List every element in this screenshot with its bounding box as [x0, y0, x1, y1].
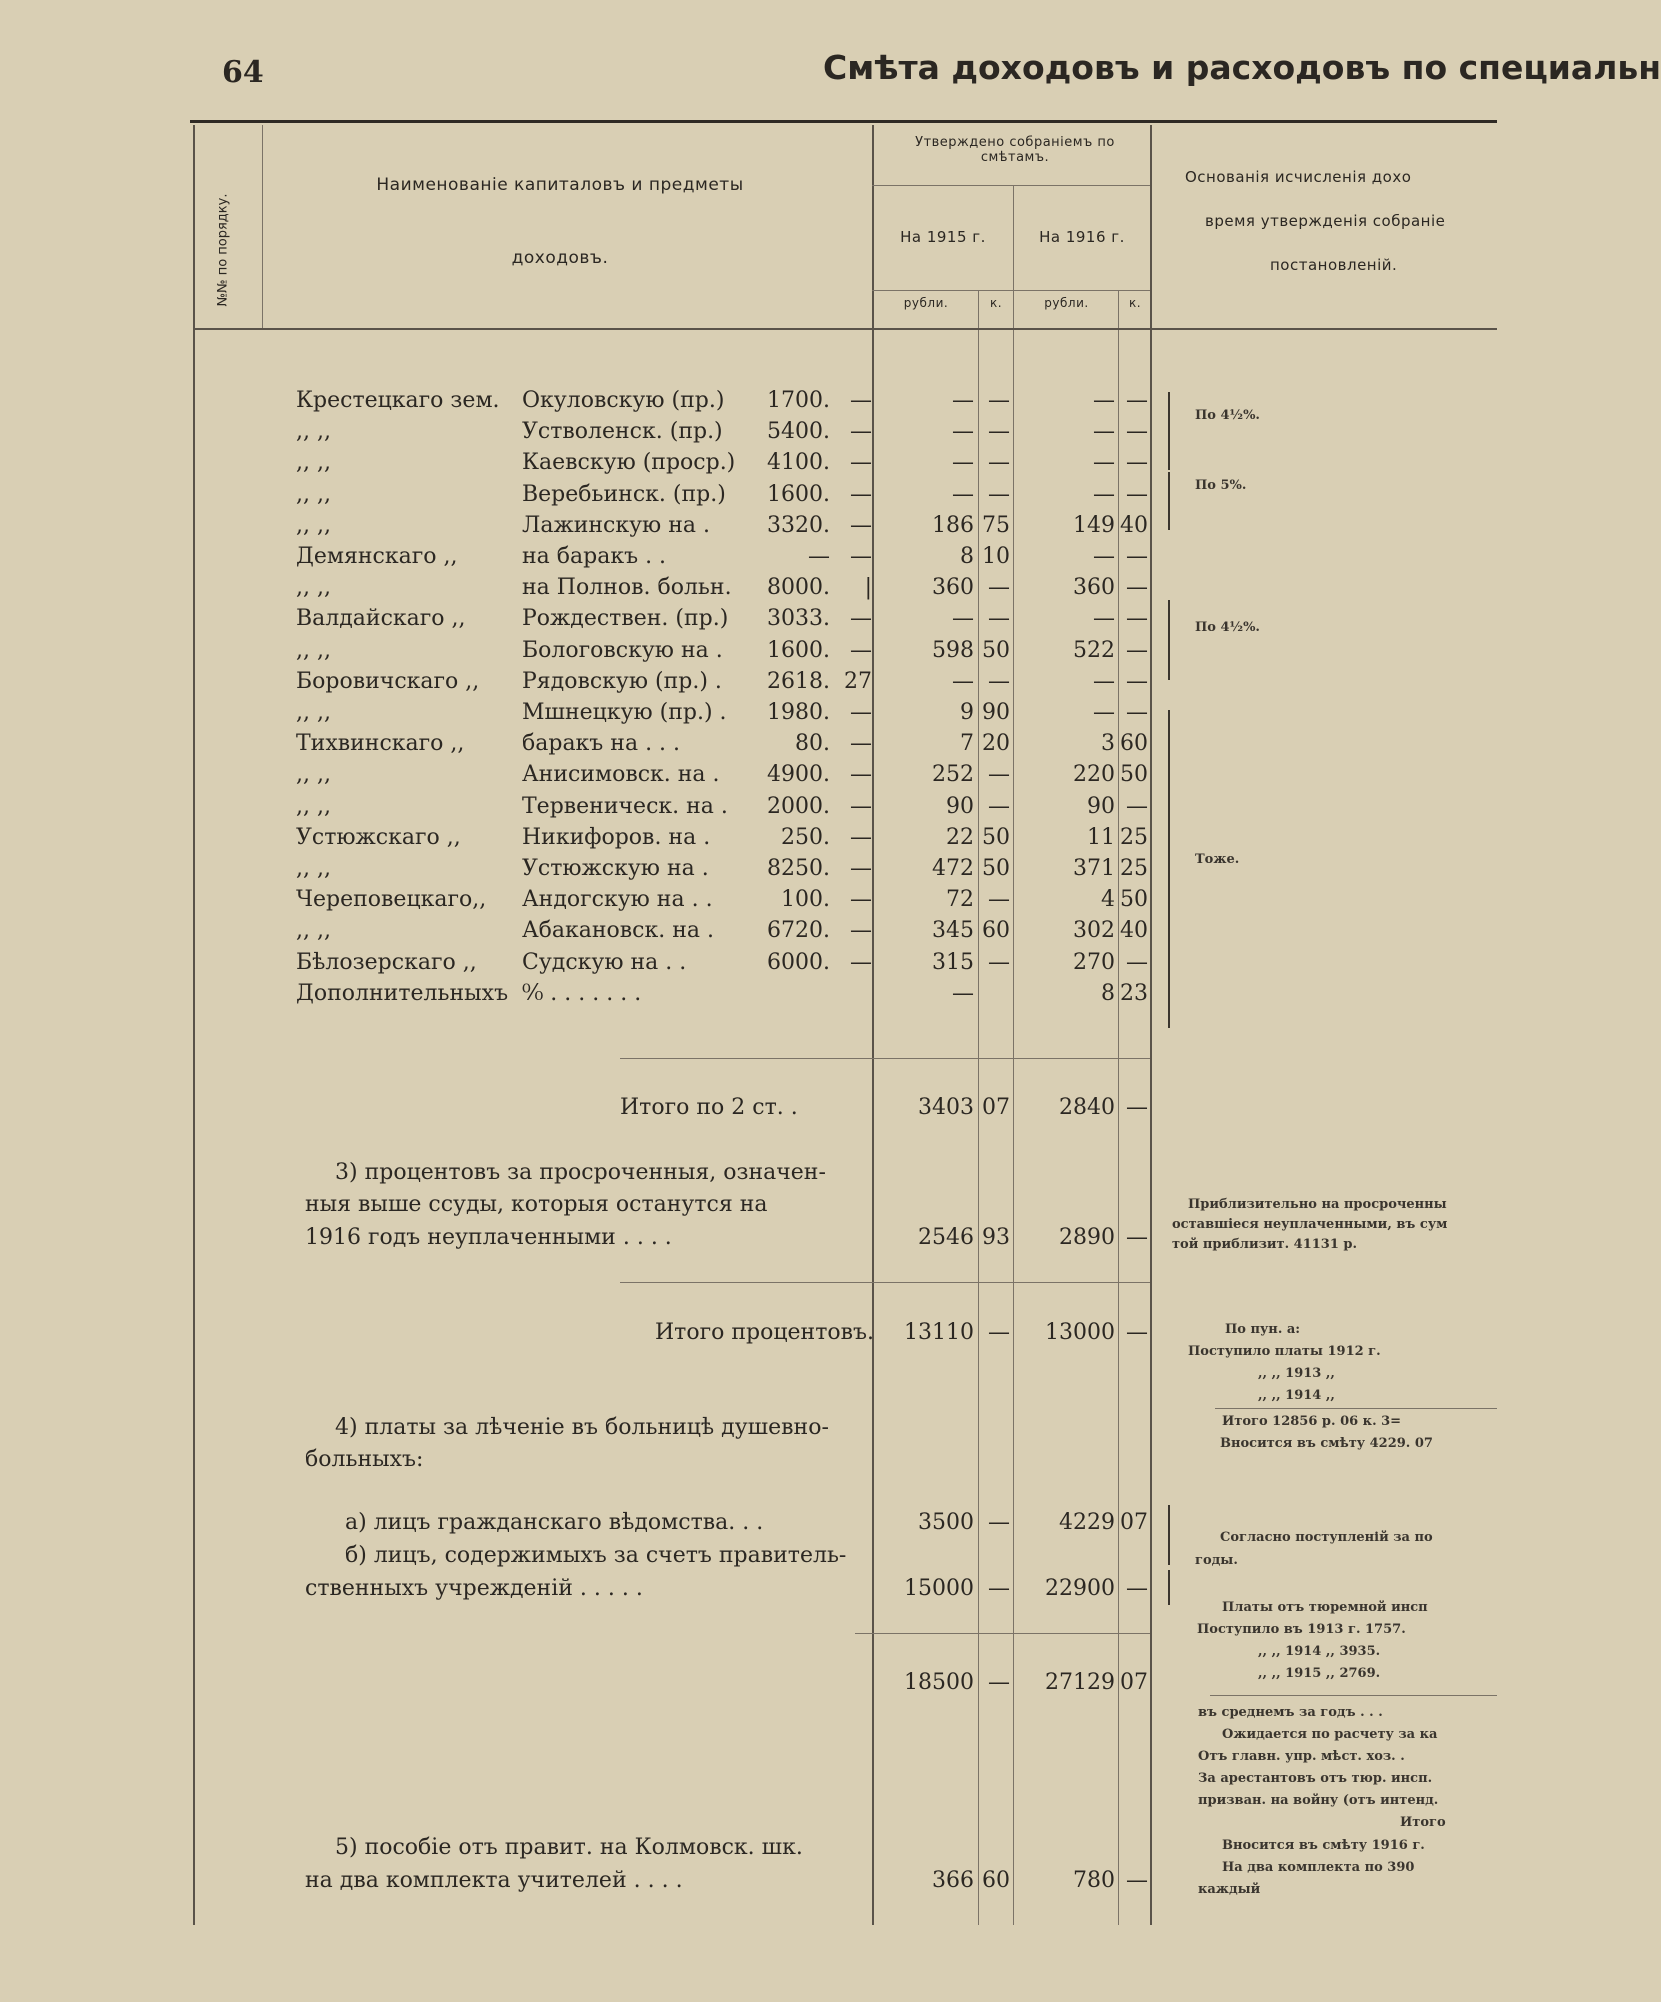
row-13-k16: —	[1126, 793, 1148, 819]
section4-b-line1: б) лицъ, содержимыхъ за счетъ правитель-	[345, 1543, 847, 1568]
row-8-k16: —	[1126, 637, 1148, 663]
section4-note-c9: каждый	[1198, 1882, 1261, 1897]
total-pct-r16: 13000	[1045, 1320, 1115, 1345]
row-1-k16: —	[1126, 419, 1148, 445]
total2-label: Итого по 2 ст. .	[620, 1095, 798, 1120]
row-17-amount: 6720.	[767, 918, 830, 944]
row-0-k: —	[850, 388, 872, 413]
total-pct-note6: Вносится въ смѣту 4229. 07	[1220, 1436, 1433, 1451]
section5-r16: 780	[1073, 1868, 1115, 1893]
row-6-k15: —	[988, 575, 1010, 601]
row-6-amount: 8000.	[767, 575, 830, 601]
col-header-number: №№ по порядку.	[215, 193, 231, 307]
col-header-basis-line3: постановленій.	[1270, 256, 1398, 274]
section4-note-c8: На два комплекта по 390	[1222, 1860, 1415, 1875]
row-0-k15: —	[988, 388, 1010, 413]
section4-a-r15: 3500	[918, 1510, 974, 1535]
row-17-k16: 40	[1120, 918, 1148, 944]
row-2-amount: 4100.	[767, 450, 830, 476]
row-19-k16: 23	[1120, 980, 1148, 1006]
row-13-r15: 90	[946, 793, 974, 819]
header-units-rule	[872, 290, 1150, 291]
row-8-amount: 1600.	[767, 637, 830, 663]
col-divider-1916	[1150, 125, 1152, 1925]
section3-r15: 2546	[918, 1225, 974, 1250]
section4-line2: больныхъ:	[305, 1447, 424, 1472]
row-3-k: —	[850, 481, 872, 507]
section4-note-b3: ,, ,, 1914 ,, 3935.	[1258, 1644, 1381, 1659]
row-18-amount: 6000.	[767, 949, 830, 975]
row-1-item: Устволенск. (пр.)	[522, 419, 723, 445]
section4-note-a2: годы.	[1195, 1553, 1238, 1568]
col-divider-k16	[1118, 290, 1119, 1925]
section4-a-r16: 4229	[1059, 1510, 1115, 1535]
row-5-k16: —	[1126, 544, 1148, 569]
row-10-k: —	[850, 700, 872, 725]
row-19-zem: Дополнительныхъ	[296, 980, 509, 1006]
row-14-r15: 22	[946, 824, 974, 850]
total-pct-note2: Поступило платы 1912 г.	[1188, 1344, 1381, 1359]
row-1-k: —	[850, 419, 872, 445]
row-11-zem: Тихвинскаго ,,	[296, 731, 465, 757]
row-15-item: Устюжскую на .	[522, 856, 709, 881]
total-pct-note5: Итого 12856 р. 06 к. 3=	[1222, 1414, 1402, 1429]
total2-r15: 3403	[918, 1095, 974, 1120]
section4-brace-b	[1168, 1570, 1170, 1605]
row-11-r15: 7	[960, 731, 974, 757]
row-7-zem: Валдайскаго ,,	[296, 606, 466, 632]
total2-k15: 07	[982, 1095, 1010, 1120]
col-header-kop-1915: к.	[989, 296, 1003, 310]
row-15-k15: 50	[982, 856, 1010, 881]
row-9-k16: —	[1126, 668, 1148, 694]
row-0-item: Окуловскую (пр.)	[522, 388, 725, 413]
row-16-k: —	[850, 887, 872, 913]
row-4-amount: 3320.	[767, 512, 830, 538]
section5-r15: 366	[932, 1868, 974, 1893]
row-11-k16: 60	[1120, 731, 1148, 757]
row-17-k15: 60	[982, 918, 1010, 944]
row-12-k16: 50	[1120, 762, 1148, 788]
row-18-r15: 315	[932, 949, 974, 975]
row-9-zem: Боровичскаго ,,	[296, 668, 480, 694]
row-18-r16: 270	[1073, 949, 1115, 975]
row-15-k16: 25	[1120, 856, 1148, 881]
row-11-k15: 20	[982, 731, 1010, 757]
row-1-r16: —	[1093, 419, 1115, 445]
section3-line3: 1916 годъ неуплаченными . . . .	[305, 1225, 672, 1250]
row-14-k15: 50	[982, 824, 1010, 850]
row-4-k16: 40	[1120, 512, 1148, 538]
top-rule	[190, 120, 1497, 123]
note-4-5pct-b: По 4½%.	[1195, 620, 1260, 635]
row-3-r16: —	[1093, 481, 1115, 507]
section4-note-a1: Согласно поступленій за по	[1220, 1530, 1433, 1545]
brace-4-5pct-b	[1168, 600, 1170, 680]
row-16-r15: 72	[946, 887, 974, 913]
total-pct-k16: —	[1126, 1320, 1148, 1345]
row-9-k: 27	[844, 668, 872, 694]
row-12-zem: ,, ,,	[296, 762, 331, 788]
row-4-r16: 149	[1073, 512, 1115, 538]
row-3-r15: —	[952, 481, 974, 507]
section3-note3: той приблизит. 41131 р.	[1172, 1237, 1358, 1252]
row-16-r16: 4	[1101, 887, 1115, 913]
row-18-zem: Бѣлозерскаго ,,	[296, 949, 477, 975]
row-1-r15: —	[952, 419, 974, 445]
row-15-r15: 472	[932, 856, 974, 881]
row-11-amount: 80.	[795, 731, 830, 757]
total-pct-rule	[620, 1282, 1150, 1283]
brace-5pct	[1168, 472, 1170, 530]
section4-a-label: а) лицъ гражданскаго вѣдомства. . .	[345, 1510, 764, 1535]
row-8-k: —	[850, 637, 872, 663]
row-14-k16: 25	[1120, 824, 1148, 850]
row-10-item: Мшнецкую (пр.) .	[522, 700, 727, 725]
row-0-r16: —	[1093, 388, 1115, 413]
section4-a-k15: —	[988, 1510, 1010, 1535]
row-7-k: —	[850, 606, 872, 632]
col-header-rub-1915: рубли.	[903, 296, 949, 310]
col-header-kop-1916: к.	[1128, 296, 1142, 310]
row-15-r16: 371	[1073, 856, 1115, 881]
section4-sum-k15: —	[988, 1670, 1010, 1695]
section4-note-c3: Отъ главн. упр. мѣст. хоз. .	[1198, 1749, 1405, 1764]
row-10-zem: ,, ,,	[296, 700, 331, 725]
row-3-zem: ,, ,,	[296, 481, 331, 507]
row-7-r15: —	[952, 606, 974, 632]
row-9-r16: —	[1093, 668, 1115, 694]
row-15-zem: ,, ,,	[296, 856, 331, 881]
page-title: Смѣта доходовъ и расходовъ по специальн	[823, 48, 1661, 87]
section4-sum-k16: 07	[1120, 1670, 1148, 1695]
row-0-r15: —	[952, 388, 974, 413]
row-15-amount: 8250.	[767, 856, 830, 881]
section3-k16: —	[1126, 1225, 1148, 1250]
total-pct-label: Итого процентовъ.	[655, 1320, 874, 1345]
row-19-r15: —	[952, 980, 974, 1006]
row-3-k15: —	[988, 481, 1010, 507]
row-13-item: Тервеническ. на .	[522, 793, 728, 819]
row-13-k15: —	[988, 793, 1010, 819]
row-14-k: —	[850, 824, 872, 850]
row-10-r15: 9	[960, 700, 974, 725]
row-8-r16: 522	[1073, 637, 1115, 663]
section5-k16: —	[1126, 1868, 1148, 1893]
section3-r16: 2890	[1059, 1225, 1115, 1250]
col-header-name-line1: Наименованіе капиталовъ и предметы	[376, 175, 744, 195]
col-header-name-line2: доходовъ.	[511, 248, 609, 268]
row-5-amount: —	[808, 544, 830, 569]
row-12-item: Анисимовск. на .	[522, 762, 720, 788]
row-14-item: Никифоров. на .	[522, 824, 711, 850]
row-3-k16: —	[1126, 481, 1148, 507]
row-16-item: Андогскую на . .	[522, 887, 713, 913]
total2-rule	[620, 1058, 1150, 1059]
row-12-k: —	[850, 762, 872, 788]
row-3-item: Веребьинск. (пр.)	[522, 481, 726, 507]
section4-sum-r15: 18500	[904, 1670, 974, 1695]
brace-4-5pct-a	[1168, 392, 1170, 470]
row-0-k16: —	[1126, 388, 1148, 413]
header-bottom-rule	[193, 328, 1497, 330]
row-18-k15: —	[988, 949, 1010, 975]
row-2-k16: —	[1126, 450, 1148, 476]
row-4-k: —	[850, 512, 872, 538]
section4-b-r15: 15000	[904, 1576, 974, 1601]
section4-line1: 4) платы за лѣченіе въ больницѣ душевно-	[335, 1415, 829, 1440]
total-pct-note-rule	[1215, 1408, 1497, 1409]
table-left-border	[193, 125, 195, 1925]
row-3-amount: 1600.	[767, 481, 830, 507]
row-8-item: Бологовскую на .	[522, 637, 723, 663]
col-header-basis-line1: Основанія исчисленія дохо	[1185, 168, 1412, 186]
row-6-k16: —	[1126, 575, 1148, 601]
section3-k15: 93	[982, 1225, 1010, 1250]
row-16-amount: 100.	[781, 887, 830, 913]
section5-k15: 60	[982, 1868, 1010, 1893]
row-19-item: ⁰⁄₀ . . . . . . .	[522, 980, 642, 1006]
section4-b-k15: —	[988, 1576, 1010, 1601]
total2-k16: —	[1126, 1095, 1148, 1120]
row-17-r15: 345	[932, 918, 974, 944]
row-9-item: Рядовскую (пр.) .	[522, 668, 722, 694]
section4-sum-rule	[855, 1633, 1150, 1634]
total2-r16: 2840	[1059, 1095, 1115, 1120]
row-11-k: —	[850, 731, 872, 757]
row-8-k15: 50	[982, 637, 1010, 663]
section5-line1: 5) пособіе отъ правит. на Колмовск. шк.	[335, 1835, 803, 1860]
section4-brace-a	[1168, 1505, 1170, 1565]
row-12-r15: 252	[932, 762, 974, 788]
section4-note-c7: Вносится въ смѣту 1916 г.	[1222, 1838, 1425, 1853]
total-pct-note3: ,, ,, 1913 ,,	[1258, 1366, 1335, 1381]
total-pct-k15: —	[988, 1320, 1010, 1345]
row-7-item: Рождествен. (пр.)	[522, 606, 729, 632]
row-7-k16: —	[1126, 606, 1148, 632]
section4-a-k16: 07	[1120, 1510, 1148, 1535]
row-14-r16: 11	[1087, 824, 1115, 850]
row-8-r15: 598	[932, 637, 974, 663]
col-divider-1915	[1013, 185, 1014, 1925]
row-10-k15: 90	[982, 700, 1010, 725]
row-1-k15: —	[988, 419, 1010, 445]
row-17-zem: ,, ,,	[296, 918, 331, 944]
row-13-r16: 90	[1087, 793, 1115, 819]
row-10-r16: —	[1093, 700, 1115, 725]
row-12-amount: 4900.	[767, 762, 830, 788]
section4-note-rule	[1210, 1695, 1497, 1696]
row-14-amount: 250.	[781, 824, 830, 850]
row-1-zem: ,, ,,	[296, 419, 331, 445]
section3-note2: оставшiеся неуплаченными, въ сум	[1172, 1217, 1448, 1232]
col-divider-k15	[978, 290, 979, 1925]
total-pct-note1: По пун. а:	[1225, 1322, 1301, 1337]
row-16-zem: Череповецкаго,,	[296, 887, 487, 913]
row-2-item: Каевскую (проср.)	[522, 450, 736, 476]
section3-line1: 3) процентовъ за просроченныя, означен-	[335, 1160, 826, 1185]
col-header-1916: На 1916 г.	[1039, 228, 1125, 246]
row-5-r15: 8	[960, 544, 974, 569]
row-9-r15: —	[952, 668, 974, 694]
row-13-zem: ,, ,,	[296, 793, 331, 819]
note-same: Тоже.	[1195, 852, 1240, 867]
col-divider-no	[262, 125, 263, 330]
section4-note-c5: призван. на войну (отъ интенд.	[1198, 1793, 1439, 1808]
page-number: 64	[222, 55, 264, 90]
total-pct-note4: ,, ,, 1914 ,,	[1258, 1388, 1335, 1403]
section4-b-r16: 22900	[1045, 1576, 1115, 1601]
row-17-item: Абакановск. на .	[522, 918, 715, 944]
row-17-k: —	[850, 918, 872, 944]
section4-b-line2: ственныхъ учрежденій . . . . .	[305, 1576, 643, 1601]
row-16-k15: —	[988, 887, 1010, 913]
row-9-amount: 2618.	[767, 668, 830, 694]
section4-note-b1: Платы отъ тюремной инсп	[1222, 1600, 1428, 1615]
row-11-item: баракъ на . . .	[522, 731, 681, 757]
section4-note-c1: въ среднемъ за годъ . . .	[1198, 1705, 1383, 1720]
col-header-rub-1916: рубли.	[1044, 296, 1089, 310]
row-12-r16: 220	[1073, 762, 1115, 788]
row-18-k: —	[850, 949, 872, 975]
row-6-r16: 360	[1073, 575, 1115, 601]
row-6-item: на Полнов. больн.	[522, 575, 732, 601]
row-2-r16: —	[1093, 450, 1115, 476]
row-4-item: Лажинскую на .	[522, 512, 710, 538]
row-4-zem: ,, ,,	[296, 512, 331, 538]
row-10-k16: —	[1126, 700, 1148, 725]
row-13-k: —	[850, 793, 872, 819]
row-6-zem: ,, ,,	[296, 575, 331, 601]
total-pct-r15: 13110	[904, 1320, 974, 1345]
row-1-amount: 5400.	[767, 419, 830, 445]
row-2-k15: —	[988, 450, 1010, 476]
row-6-k: |	[864, 575, 872, 601]
row-2-r15: —	[952, 450, 974, 476]
row-11-r16: 3	[1101, 731, 1115, 757]
row-2-k: —	[850, 450, 872, 476]
section4-note-b2: Поступило въ 1913 г. 1757.	[1197, 1622, 1406, 1637]
row-7-amount: 3033.	[767, 606, 830, 632]
row-16-k16: 50	[1120, 887, 1148, 913]
row-14-zem: Устюжскаго ,,	[296, 824, 461, 850]
section5-line2: на два комплекта учителей . . . .	[305, 1868, 683, 1893]
col-header-basis-line2: время утвержденія собраніе	[1205, 212, 1446, 230]
section4-note-c6: Итого	[1400, 1815, 1446, 1830]
row-2-zem: ,, ,,	[296, 450, 331, 476]
section4-b-k16: —	[1126, 1576, 1148, 1601]
row-8-zem: ,, ,,	[296, 637, 331, 663]
row-0-amount: 1700.	[767, 388, 830, 413]
row-18-item: Судскую на . .	[522, 949, 687, 975]
row-5-r16: —	[1093, 544, 1115, 569]
section4-note-c2: Ожидается по расчету за ка	[1222, 1727, 1438, 1742]
row-18-k16: —	[1126, 949, 1148, 975]
section4-note-b4: ,, ,, 1915 ,, 2769.	[1258, 1666, 1381, 1681]
row-10-amount: 1980.	[767, 700, 830, 725]
row-12-k15: —	[988, 762, 1010, 788]
col-header-approved: Утверждено собраніемъ по смѣтамъ.	[915, 135, 1115, 165]
section3-line2: ныя выше ссуды, которыя останутся на	[305, 1192, 768, 1217]
row-0-zem: Крестецкаго зем.	[296, 388, 500, 413]
row-13-amount: 2000.	[767, 793, 830, 819]
row-7-r16: —	[1093, 606, 1115, 632]
row-19-r16: 8	[1101, 980, 1115, 1006]
row-7-k15: —	[988, 606, 1010, 632]
section3-note1: Приблизительно на просроченны	[1188, 1197, 1447, 1212]
row-5-zem: Демянскаго ,,	[296, 544, 458, 569]
row-5-k15: 10	[982, 544, 1010, 569]
note-4-5pct-a: По 4½%.	[1195, 408, 1260, 423]
note-5pct: По 5%.	[1195, 478, 1247, 493]
row-15-k: —	[850, 856, 872, 881]
row-6-r15: 360	[932, 575, 974, 601]
row-4-k15: 75	[982, 512, 1010, 538]
row-4-r15: 186	[932, 512, 974, 538]
row-9-k15: —	[988, 668, 1010, 694]
col-header-1915: На 1915 г.	[900, 228, 986, 246]
brace-same	[1168, 710, 1170, 1028]
section4-sum-r16: 27129	[1045, 1670, 1115, 1695]
header-approved-rule	[872, 185, 1150, 186]
section4-note-c4: За арестантовъ отъ тюр. инсп.	[1198, 1771, 1433, 1786]
row-5-item: на баракъ . .	[522, 544, 667, 569]
row-5-k: —	[850, 544, 872, 569]
row-17-r16: 302	[1073, 918, 1115, 944]
